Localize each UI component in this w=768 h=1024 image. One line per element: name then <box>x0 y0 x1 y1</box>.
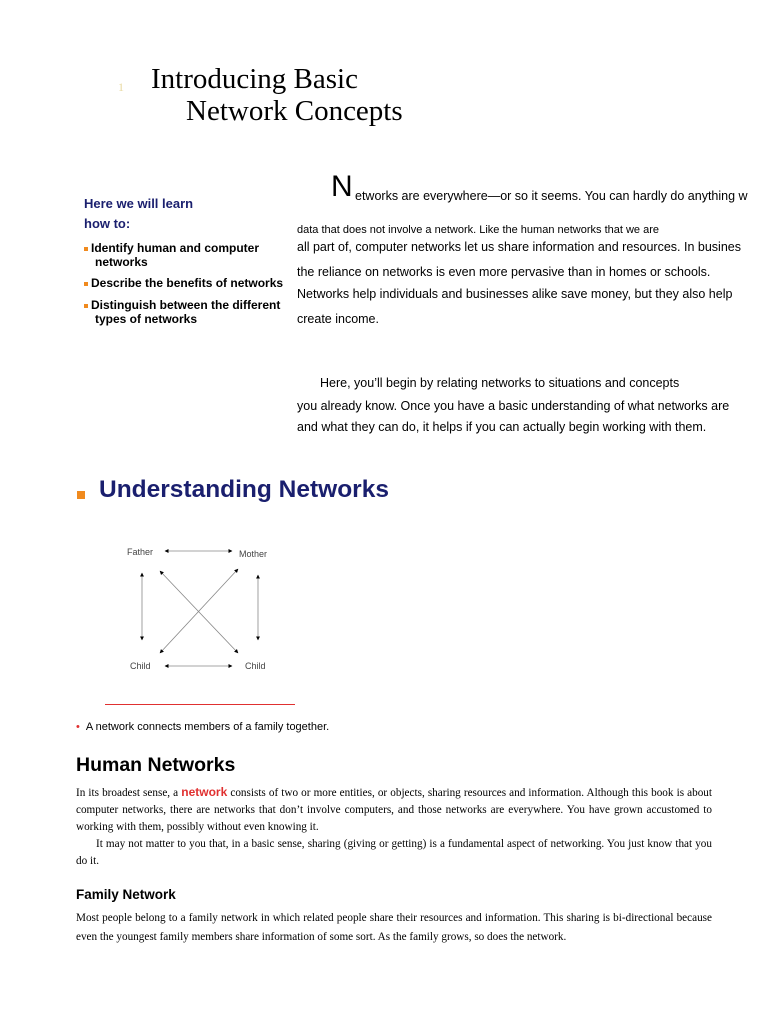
objectives-heading-line1: Here we will learn <box>84 196 194 211</box>
objectives-heading <box>84 194 214 234</box>
caption-bullet-icon: • <box>76 721 80 733</box>
diagram-label-father: Father <box>127 547 154 557</box>
drop-cap: N <box>331 170 353 203</box>
objective-item <box>84 241 284 269</box>
paragraph-text: In its broadest sense, a <box>76 787 182 799</box>
paragraph: It may not matter to you that, in a basic sense, sharing (giving or getting) is a fundamental aspect of networking. You just know that you do it. <box>76 838 712 867</box>
family-network-diagram <box>120 540 290 680</box>
objective-line2: types of networks <box>95 312 198 326</box>
objective-line1: Distinguish between the different <box>91 298 281 312</box>
diagram-label-child-left: Child <box>130 661 151 671</box>
paragraph: Most people belong to a family network in which related people share their resources and information. This sharing is bi-directional because even the youngest family members share information of some sort. As the family grows, so does the network. <box>76 912 712 943</box>
bullet-icon <box>84 247 88 251</box>
paragraph-text: consists of two or more entities, or objects, sharing resources and information. Although this book is about computer networks, there are networks that don’t involve computers, and those networks are everywhere. You have grown accustomed to working with them, possibly without even knowing it. <box>76 787 712 833</box>
chapter-title-line2: Network Concepts <box>186 95 403 127</box>
intro-line: all part of, computer networks let us share information and resources. In busines <box>297 240 741 254</box>
intro-line: Networks help individuals and businesses alike save money, but they also help <box>297 287 733 301</box>
objective-line2: networks <box>95 255 148 269</box>
caption-divider <box>105 704 295 705</box>
chapter-number: 1 <box>118 80 124 94</box>
intro-line: the reliance on networks is even more pervasive than in homes or schools. <box>297 265 711 279</box>
figure-caption <box>76 721 329 733</box>
diagram-label-mother: Mother <box>239 549 268 559</box>
objective-line1: Identify human and computer <box>91 241 260 255</box>
heading-family-network: Family Network <box>76 887 176 902</box>
intro-line: and what they can do, it helps if you can actually begin working with them. <box>297 420 707 434</box>
intro-line: Here, you’ll begin by relating networks to situations and concepts <box>320 376 680 390</box>
objective-line1: Describe the benefits of networks <box>91 276 284 290</box>
heading-human-networks: Human Networks <box>76 754 236 776</box>
caption-text: A network connects members of a family together. <box>85 721 330 733</box>
bullet-icon <box>84 304 88 308</box>
intro-line: create income. <box>297 312 379 326</box>
keyword-network: network <box>181 785 228 799</box>
section-bullet-icon <box>77 491 85 499</box>
section-title: Understanding Networks <box>99 476 389 503</box>
objective-item <box>84 276 284 290</box>
diagram-label-child-right: Child <box>245 661 266 671</box>
intro-line: you already know. Once you have a basic understanding of what networks are <box>297 399 730 413</box>
paragraph <box>76 784 712 836</box>
objective-item <box>84 298 284 326</box>
intro-line: data that does not involve a network. Like the human networks that we are <box>297 224 659 236</box>
intro-line: etworks are everywhere—or so it seems. You can hardly do anything w <box>355 189 748 203</box>
objectives-heading-line2: how to: <box>84 216 131 231</box>
chapter-title-line1: Introducing Basic <box>151 63 358 95</box>
bullet-icon <box>84 282 88 286</box>
